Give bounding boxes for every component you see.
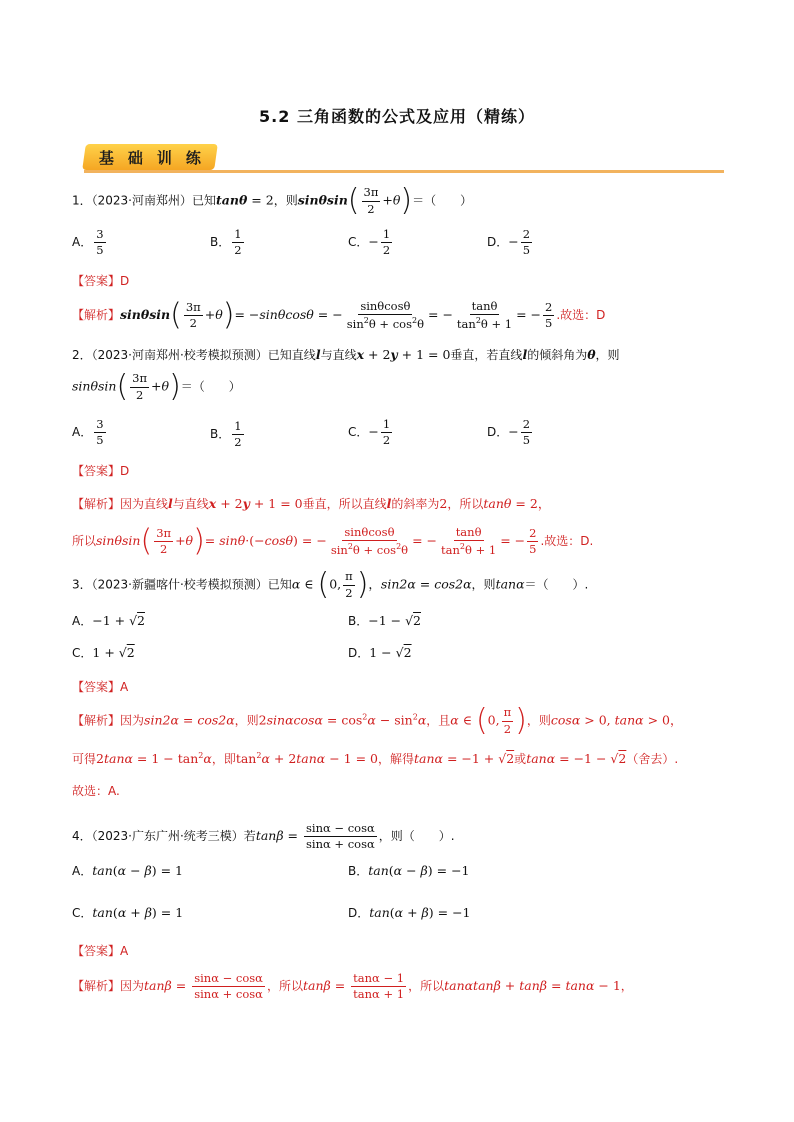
question-3-option-c: C．1 + √2 <box>72 645 135 660</box>
section-char: 训 <box>156 148 172 167</box>
question-2-option-a: A． $\frac{3}{5}$ <box>72 417 104 448</box>
section-banner <box>84 140 724 172</box>
question-1-option-d: D．− $\frac{2}{5}$ <box>487 227 531 258</box>
question-3-stem: 3．（2023·新疆喀什·校考模拟预测）已知α ∈ (0, $\frac{\pi}{2}$ )，sin2α = cos2α，则tanα＝（ ）. <box>72 567 589 602</box>
question-2-option-d: D．− $\frac{2}{5}$ <box>487 417 531 448</box>
question-3-analysis-line2: 可得$2\tan\alpha = 1 - \tan^2\alpha$，即$\tan^2\alpha + 2\tan\alpha - 1 = 0$，解得tanα = −1 + √2或tanα = −1 − √2（舍去）. <box>72 750 679 766</box>
question-1-answer: 【答案】D <box>72 274 130 288</box>
question-4-stem: 4．（2023·广东广州·统考三模）若tanβ = $\frac{\sin\alpha - \cos\alpha}{\sin\alpha + \cos\alpha}$ ，则（ ）. <box>72 821 455 852</box>
section-char: 练 <box>185 148 201 167</box>
question-1-analysis: 【解析】sinθsin( $\frac{3\pi}{2}$ +θ)= −sinθcosθ = − $\frac{\sin\theta\cos\theta}{\sin^2\theta + \cos^2\theta}$ = − $\frac{\tan\theta}{\tan^2\theta + 1}$ = − $\frac{2}{5}$ .故选：D <box>72 297 606 333</box>
question-3-analysis-line1: 【解析】因为sin2α = cos2α，则$2\sin\alpha\cos\alpha = \cos^2\alpha - \sin^2\alpha$，且α ∈ (0, $\frac{\pi}{2}$ )，则cosα > 0, tanα > 0， <box>72 703 683 738</box>
question-4-option-b: B．tan(α − β) = −1 <box>348 863 470 878</box>
question-3-answer: 【答案】A <box>72 680 129 694</box>
question-2-stem-line1: 2．（2023·河南郑州·校考模拟预测）已知直线l与直线x + 2y + 1 = 0垂直，若直线l的倾斜角为θ，则 <box>72 347 620 362</box>
page-title: 5.2 三角函数的公式及应用（精练） <box>259 107 535 126</box>
section-badge <box>82 144 218 170</box>
question-2-stem-line2: sinθsin( $\frac{3\pi}{2}$ +θ)＝（ ） <box>72 369 241 404</box>
section-char: 基 <box>98 148 114 167</box>
question-1-option-a: A． $\frac{3}{5}$ <box>72 227 104 258</box>
question-2-analysis-line2: 所以sinθsin( $\frac{3\pi}{2}$ +θ)= sinθ·(−cosθ) = − $\frac{\sin\theta\cos\theta}{\sin^2\theta + \cos^2\theta}$ = − $\frac{\tan\theta}{\tan^2\theta + 1}$ = − $\frac{2}{5}$ .故选：D. <box>72 523 594 559</box>
question-1-stem: 1．（2023·河南郑州）已知tanθ = 2，则sinθsin( $\frac{3\pi}{2}$ +θ)＝（ ） <box>72 183 473 218</box>
question-3-analysis-line3: 故选：A. <box>72 784 120 798</box>
question-1-option-b: B． $\frac{1}{2}$ <box>210 227 242 258</box>
question-4-analysis: 【解析】因为tanβ = $\frac{\sin\alpha - \cos\alpha}{\sin\alpha + \cos\alpha}$ ，所以tanβ = $\frac{\tan\alpha - 1}{\tan\alpha + 1}$ ，所以tanαtanβ + tanβ = tanα − 1， <box>72 971 633 1002</box>
question-2-option-c: C．− $\frac{1}{2}$ <box>348 417 391 448</box>
question-3-option-a: A．−1 + √2 <box>72 613 145 628</box>
section-char: 础 <box>127 148 143 167</box>
question-4-option-d: D．tan(α + β) = −1 <box>348 905 471 920</box>
question-2-analysis-line1: 【解析】因为直线l与直线x + 2y + 1 = 0垂直，所以直线l的斜率为2，所以tanθ = 2， <box>72 496 551 511</box>
question-3-option-d: D．1 − √2 <box>348 645 412 660</box>
section-divider <box>84 170 724 173</box>
question-2-option-b: B． $\frac{1}{2}$ <box>210 419 242 450</box>
question-1-option-c: C．− $\frac{1}{2}$ <box>348 227 391 258</box>
question-2-answer: 【答案】D <box>72 464 130 478</box>
question-4-answer: 【答案】A <box>72 944 129 958</box>
question-3-option-b: B．−1 − √2 <box>348 613 421 628</box>
question-4-option-c: C．tan(α + β) = 1 <box>72 905 184 920</box>
question-4-option-a: A．tan(α − β) = 1 <box>72 863 183 878</box>
